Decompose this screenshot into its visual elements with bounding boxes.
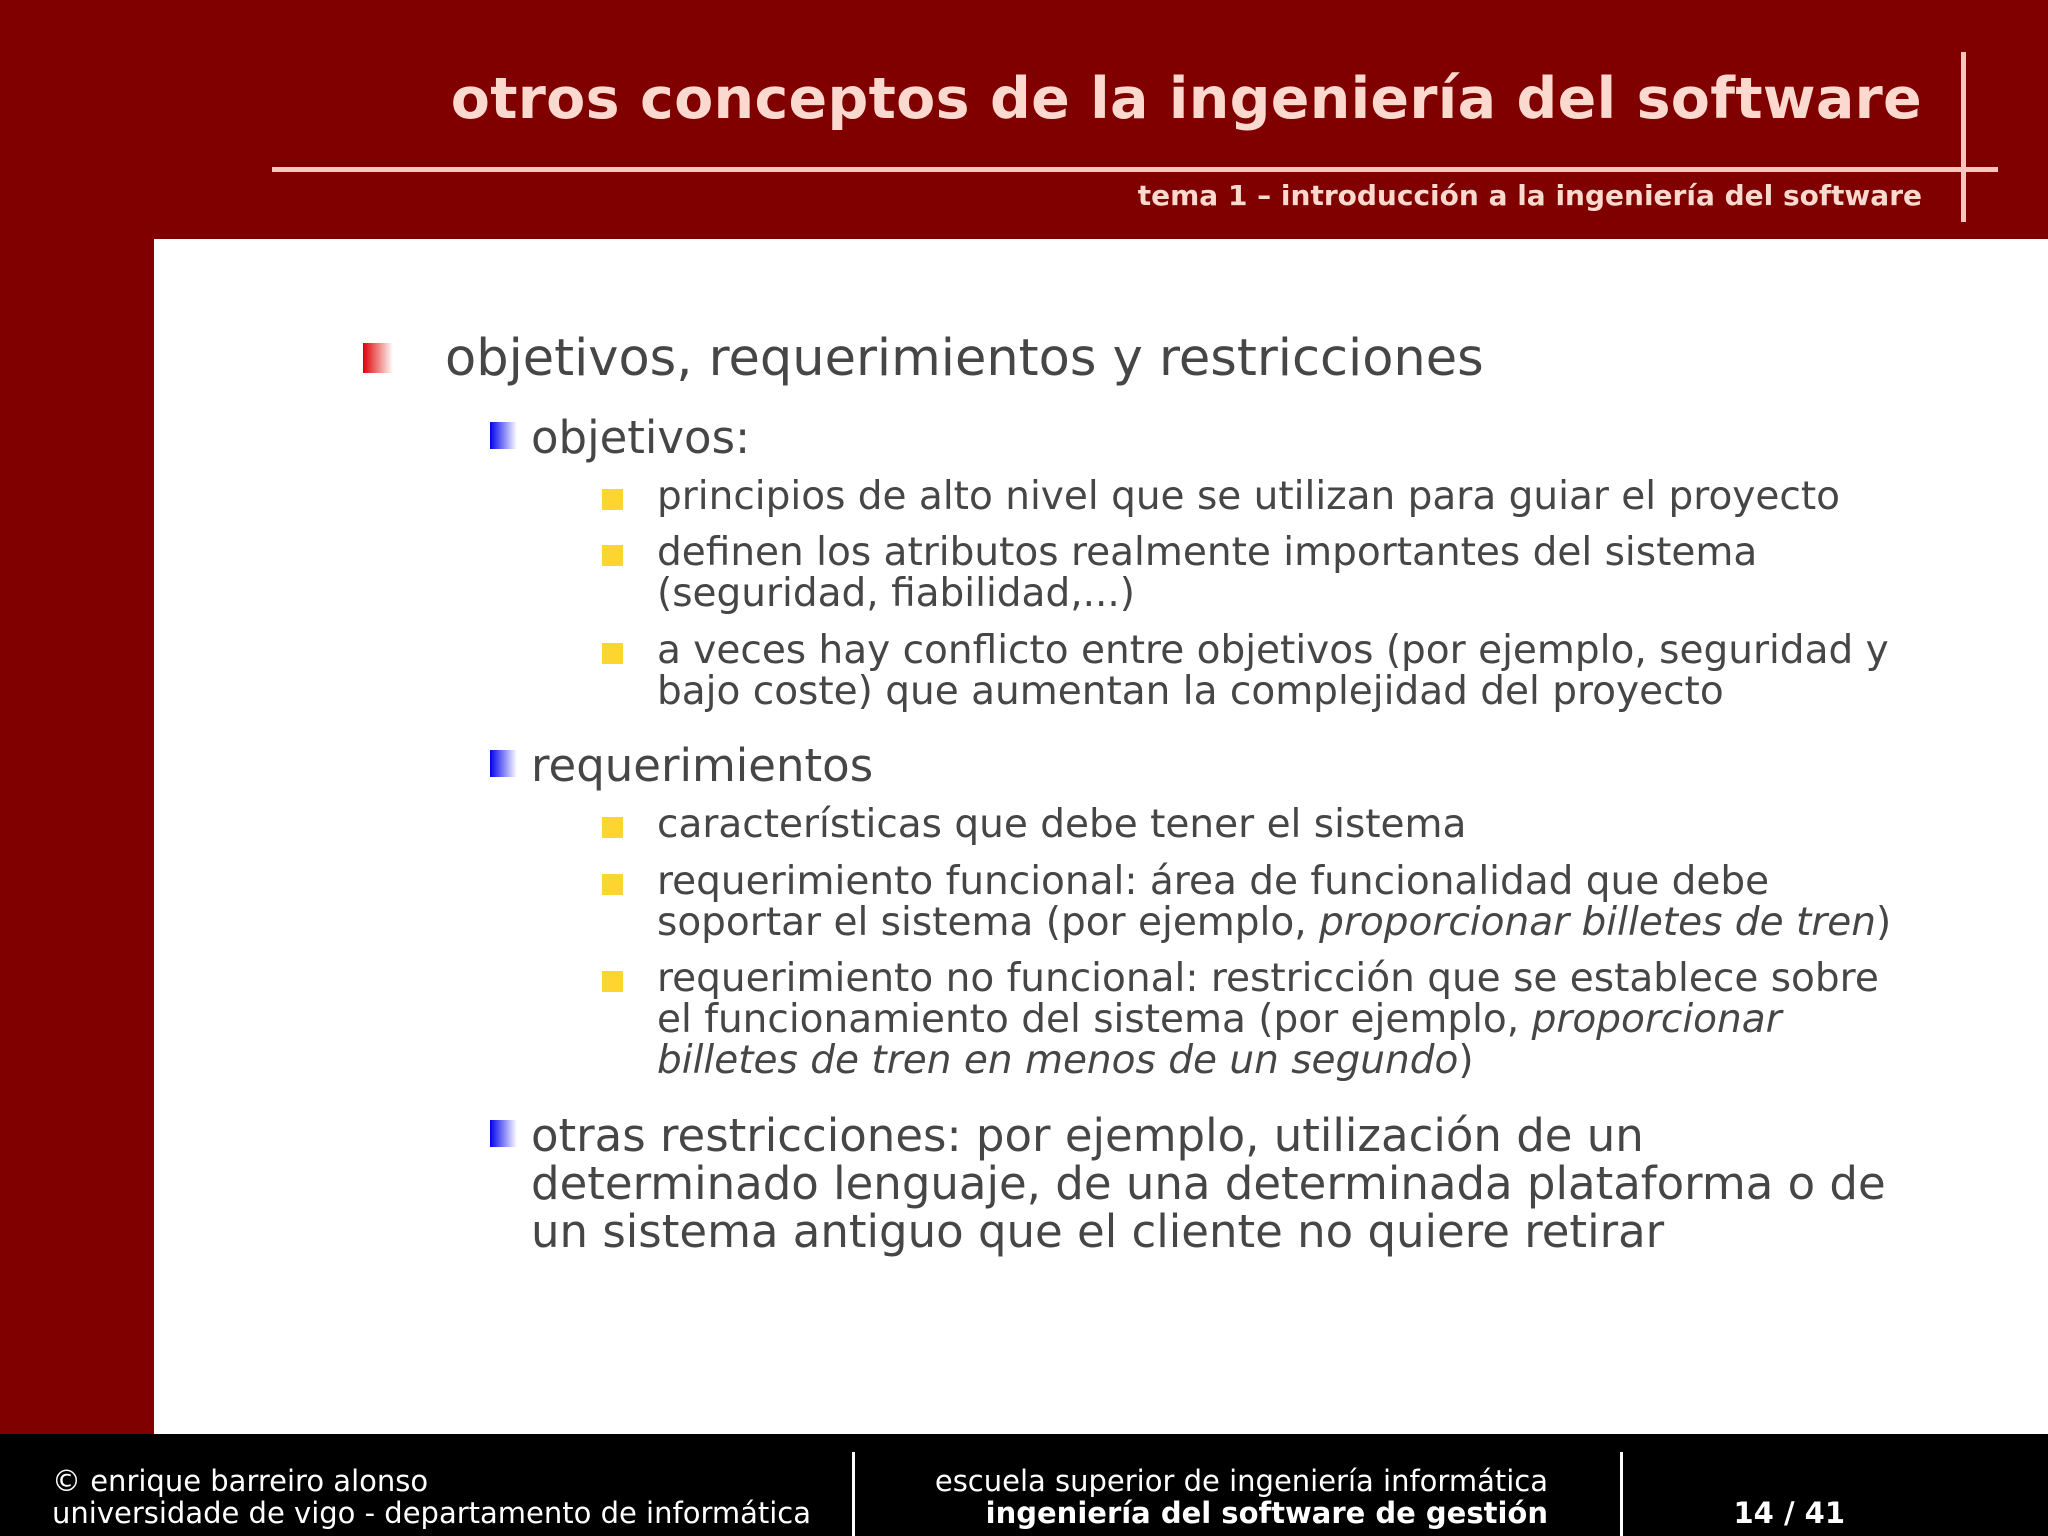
page-number: 14 / 41 — [1733, 1496, 1845, 1530]
footer-divider — [852, 1452, 855, 1536]
objetivos-label: objetivos: — [531, 411, 751, 464]
requerimientos-item-1: características que debe tener el sistema — [657, 802, 1467, 847]
requerimientos-label: requerimientos — [531, 739, 874, 792]
requerimientos-item-3-example-end: billetes de tren en menos de un segundo — [657, 1038, 1459, 1083]
blue-square-bullet-icon — [490, 750, 517, 777]
restricciones-line-3: un sistema antiguo que el cliente no quiere retirar — [531, 1205, 1665, 1258]
yellow-square-bullet-icon — [602, 489, 623, 510]
requerimientos-item-2-example: proporcionar billetes de tren — [1319, 900, 1876, 945]
blue-square-bullet-icon — [490, 422, 517, 449]
yellow-square-bullet-icon — [602, 817, 623, 838]
footer-course: ingeniería del software de gestión — [985, 1496, 1548, 1530]
footer-school: escuela superior de ingeniería informática — [934, 1464, 1548, 1498]
footer-divider — [1620, 1452, 1623, 1536]
requerimientos-item-3-close: ) — [1458, 1038, 1474, 1083]
requerimientos-item-2-text: soportar el sistema (por ejemplo, — [657, 900, 1320, 945]
footer-author: © enrique barreiro alonso — [52, 1464, 429, 1498]
yellow-square-bullet-icon — [602, 971, 623, 992]
header-vertical-rule — [1961, 52, 1966, 222]
requerimientos-item-3-line-2 — [657, 997, 1782, 1042]
yellow-square-bullet-icon — [602, 643, 623, 664]
requerimientos-item-2-line-2 — [657, 900, 1891, 945]
blue-square-bullet-icon — [490, 1120, 517, 1147]
requerimientos-item-3-example-start: proporcionar — [1531, 997, 1782, 1042]
main-bullet-heading: objetivos, requerimientos y restricciones — [445, 329, 1484, 388]
requerimientos-item-2-line-1: requerimiento funcional: área de funcionalidad que debe — [657, 859, 1770, 904]
requerimientos-item-2-close: ) — [1876, 900, 1892, 945]
objetivos-item-3-line-1: a veces hay conflicto entre objetivos (por ejemplo, seguridad y — [657, 628, 1889, 673]
requerimientos-item-3-line-3 — [657, 1038, 1474, 1083]
yellow-square-bullet-icon — [602, 874, 623, 895]
objetivos-item-2-line-2: (seguridad, fiabilidad,...) — [657, 571, 1136, 616]
header-horizontal-rule — [272, 167, 1998, 172]
requerimientos-item-3-text: el funcionamiento del sistema (por ejemplo, — [657, 997, 1532, 1042]
objetivos-item-2-line-1: definen los atributos realmente importantes del sistema — [657, 530, 1758, 575]
requerimientos-item-3-line-1: requerimiento no funcional: restricción que se establece sobre — [657, 956, 1879, 1001]
restricciones-line-1: otras restricciones: por ejemplo, utilización de un — [531, 1109, 1644, 1162]
slide-subtitle: tema 1 – introducción a la ingeniería del software — [1137, 179, 1922, 212]
yellow-square-bullet-icon — [602, 545, 623, 566]
footer-university: universidade de vigo - departamento de informática — [52, 1496, 812, 1530]
objetivos-item-1: principios de alto nivel que se utilizan para guiar el proyecto — [657, 474, 1840, 519]
restricciones-line-2: determinado lenguaje, de una determinada plataforma o de — [531, 1157, 1886, 1210]
red-square-bullet-icon — [363, 343, 393, 373]
slide-title: otros conceptos de la ingeniería del software — [450, 66, 1922, 132]
objetivos-item-3-line-2: bajo coste) que aumentan la complejidad del proyecto — [657, 669, 1724, 714]
